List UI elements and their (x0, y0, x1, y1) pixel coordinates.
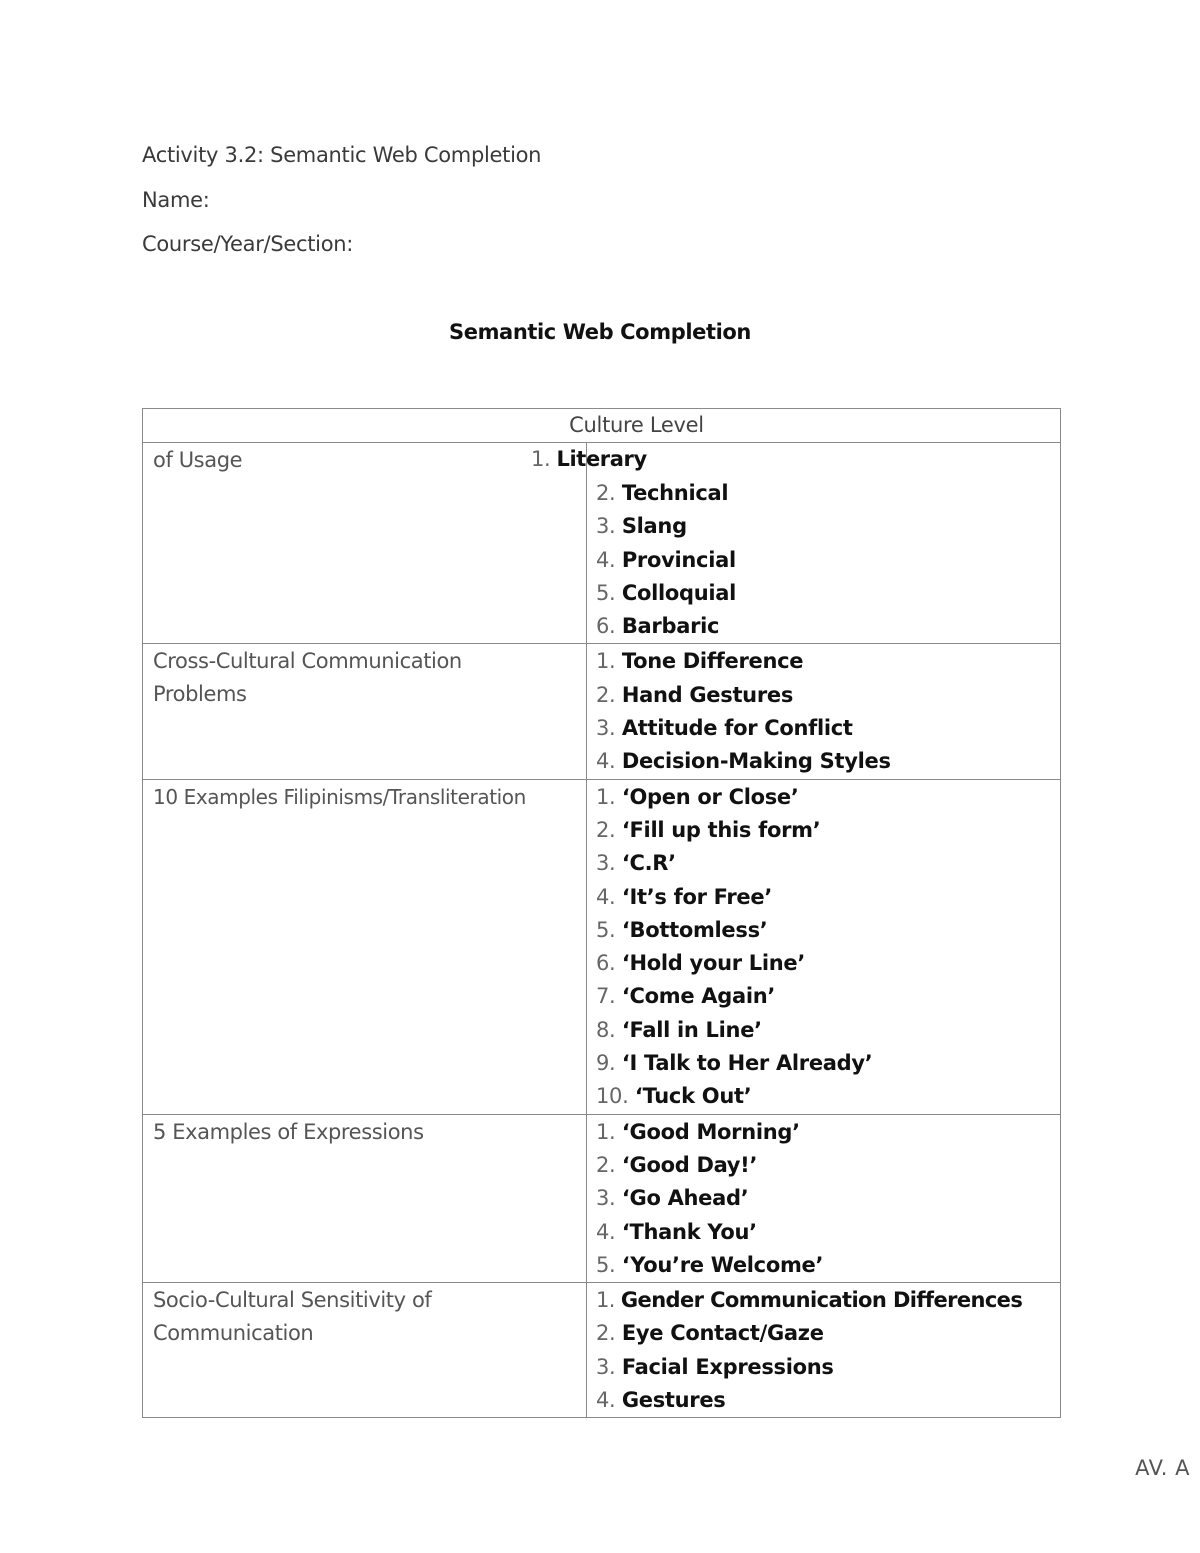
list-item (596, 1182, 1060, 1215)
list-item (596, 914, 1060, 947)
item-text: Facial Expressions (621, 1354, 834, 1379)
list-item (596, 881, 1060, 914)
item-number: 1. (596, 1119, 616, 1144)
item-text: ‘I Talk to Her Already’ (621, 1051, 873, 1076)
item-text: ‘C.R’ (621, 851, 676, 876)
course-label: Course/Year/Section: (142, 232, 354, 256)
list-item (596, 544, 1060, 577)
item-number: 3. (596, 1186, 616, 1211)
list-item (596, 679, 1060, 712)
item-text: ‘Fill up this form’ (621, 817, 821, 842)
table-row (143, 1114, 1061, 1282)
table-header-row (143, 409, 1061, 443)
list-item (531, 443, 647, 476)
item-text: ‘Hold your Line’ (621, 951, 806, 976)
item-text: ‘Open or Close’ (621, 784, 799, 809)
item-number: 2. (596, 817, 616, 842)
name-label: Name: (142, 188, 210, 212)
item-number: 6. (596, 614, 616, 639)
category-cell (143, 644, 587, 779)
category-cell (143, 443, 647, 644)
list-item (596, 1249, 1060, 1282)
list-item (596, 712, 1060, 745)
footer-initials: AV. A (1135, 1456, 1190, 1480)
item-text: Slang (621, 514, 687, 539)
item-number: 10. (596, 1084, 629, 1109)
item-text: ‘Bottomless’ (621, 917, 768, 942)
document-title: Semantic Web Completion (449, 320, 751, 344)
category-label: Socio-Cultural Sensitivity of Communication (153, 1288, 432, 1346)
items-cell (587, 1283, 1061, 1418)
list-item (596, 1080, 1060, 1113)
item-number: 2. (596, 481, 616, 505)
item-text: Attitude for Conflict (621, 716, 853, 741)
list-item (596, 510, 1060, 543)
items-cell (587, 779, 1061, 1114)
list-item (596, 477, 1060, 510)
item-text: ‘Go Ahead’ (621, 1186, 749, 1211)
items-cell (587, 644, 1061, 779)
table-row (143, 1283, 1061, 1418)
item-number: 4. (596, 1219, 616, 1244)
list-item (596, 1047, 1060, 1080)
item-number: 2. (596, 1321, 616, 1346)
item-number: 4. (596, 547, 616, 572)
list-item (596, 781, 1060, 814)
item-text: Gestures (621, 1388, 726, 1413)
list-item (596, 1351, 1060, 1384)
item-text: ‘Come Again’ (621, 984, 776, 1009)
item-number: 2. (596, 1152, 616, 1177)
items-cell (587, 443, 1061, 644)
list-item (596, 1284, 1060, 1317)
item-number: 4. (596, 1388, 616, 1413)
item-text: ‘Good Day!’ (621, 1152, 758, 1177)
item-number: 8. (596, 1017, 616, 1042)
item-text: ‘Thank You’ (621, 1219, 757, 1244)
item-number: 3. (596, 1354, 616, 1379)
category-cell (143, 779, 587, 1114)
item-text: Tone Difference (621, 649, 804, 674)
list-item (596, 947, 1060, 980)
table-row (143, 443, 1061, 644)
item-number: 5. (596, 917, 616, 942)
item-number: 3. (596, 716, 616, 741)
activity-title: Activity 3.2: Semantic Web Completion (142, 143, 542, 167)
item-number: 9. (596, 1051, 616, 1076)
list-item (596, 1384, 1060, 1417)
category-label: 5 Examples of Expressions (153, 1119, 424, 1144)
item-text: ‘Good Morning’ (621, 1119, 800, 1144)
item-number: 4. (596, 749, 616, 774)
item-number: 1. (596, 1288, 615, 1313)
list-item (596, 847, 1060, 880)
category-label: Cross-Cultural Communication Problems (153, 649, 462, 707)
list-item (596, 645, 1060, 678)
category-cell (143, 1283, 587, 1418)
item-number: 3. (596, 514, 616, 539)
category-label: of Usage (153, 448, 243, 472)
list-item (596, 1116, 1060, 1149)
items-cell (587, 1114, 1061, 1282)
item-text: Hand Gestures (621, 682, 794, 707)
list-item (596, 980, 1060, 1013)
list-item (596, 1014, 1060, 1047)
item-number: 1. (531, 447, 551, 471)
table-row (143, 644, 1061, 779)
item-text: Decision-Making Styles (621, 749, 891, 774)
item-text: ‘Fall in Line’ (621, 1017, 762, 1042)
item-text: ‘Tuck Out’ (634, 1084, 752, 1109)
item-text: Eye Contact/Gaze (621, 1321, 824, 1346)
list-item (596, 1216, 1060, 1249)
list-item (596, 1149, 1060, 1182)
semantic-web-table (142, 408, 1061, 1418)
item-number: 4. (596, 884, 616, 909)
list-item (596, 577, 1060, 610)
item-number: 6. (596, 951, 616, 976)
item-text: ‘It’s for Free’ (621, 884, 772, 909)
list-item (596, 610, 1060, 643)
item-number: 1. (596, 784, 616, 809)
item-text: Gender Communication Differences (620, 1288, 1023, 1313)
item-number: 2. (596, 682, 616, 707)
item-text: Colloquial (621, 580, 737, 605)
item-number: 5. (596, 580, 616, 605)
item-text: ‘You’re Welcome’ (621, 1252, 824, 1277)
table-row (143, 779, 1061, 1114)
list-item (596, 745, 1060, 778)
item-text: Literary (556, 447, 647, 471)
item-number: 5. (596, 1252, 616, 1277)
category-label: 10 Examples Filipinisms/Transliteration (153, 784, 526, 809)
item-number: 3. (596, 851, 616, 876)
item-text: Technical (621, 481, 729, 505)
list-item (596, 814, 1060, 847)
item-text: Barbaric (621, 614, 720, 639)
list-item (596, 1317, 1060, 1350)
item-number: 7. (596, 984, 616, 1009)
table-header-culture-level: Culture Level (143, 409, 1061, 443)
item-text: Provincial (621, 547, 736, 572)
item-number: 1. (596, 649, 616, 674)
category-cell (143, 1114, 587, 1282)
